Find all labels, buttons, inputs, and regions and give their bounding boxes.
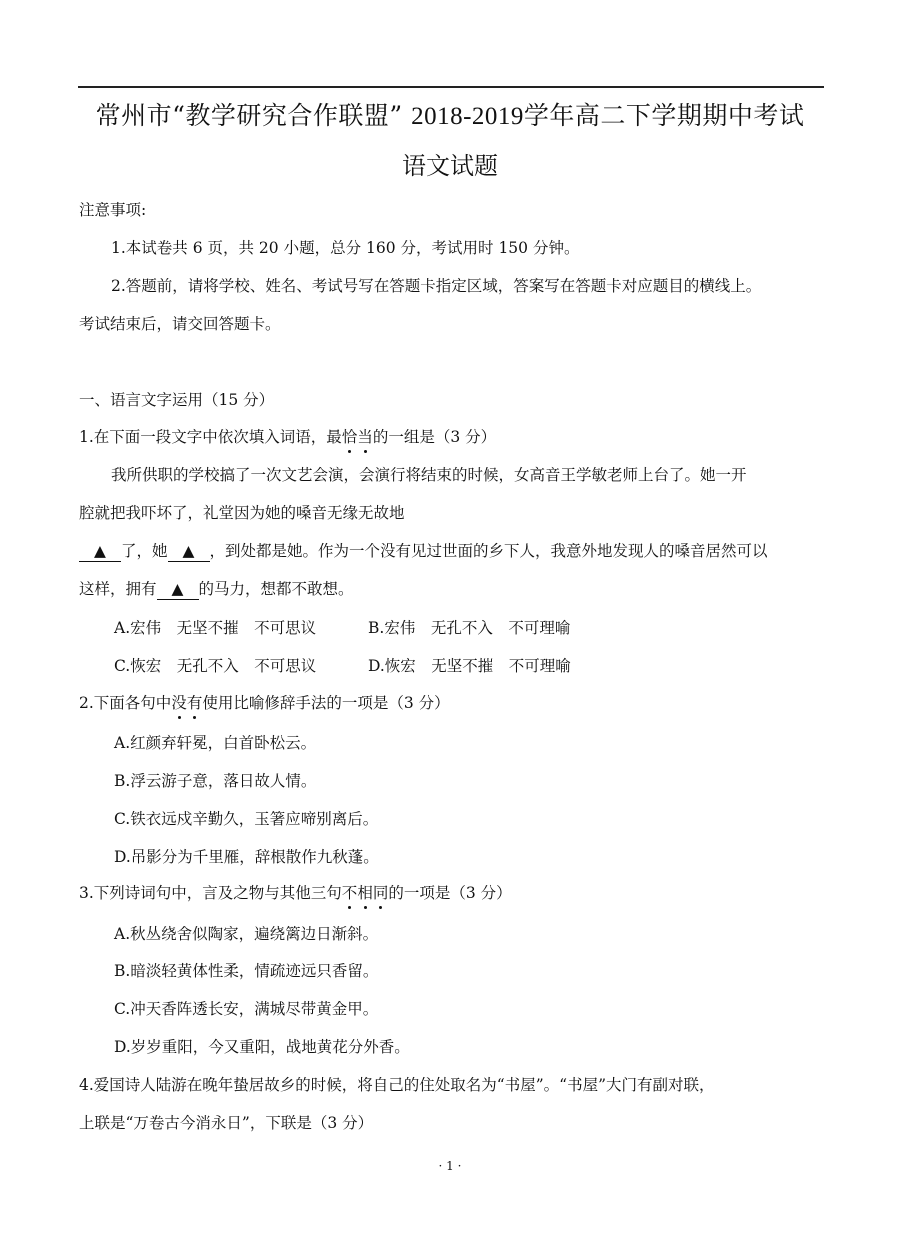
title-suffix: 学年高二下学期期中考试 — [523, 101, 805, 130]
emphasis-dot-char: 没 — [171, 690, 187, 716]
q1-passage-line-4 — [79, 576, 354, 602]
q3-stem-before: 3.下列诗词句中，言及之物与其他三句 — [79, 884, 342, 902]
emphasis-dot-char: 同 — [373, 880, 389, 906]
q2-option-a: A.红颜弃轩冕，白首卧松云。 — [114, 734, 317, 752]
question-4-line-2: 上联是“万卷古今消永日”，下联是（3 分） — [79, 1114, 374, 1132]
notice-item-2: 2.答题前，请将学校、姓名、考试号写在答题卡指定区域，答案写在答题卡对应题目的横线上。 — [111, 277, 762, 295]
q3-stem-after: 的一项是（3 分） — [388, 884, 512, 902]
emphasis-dot-char: 不 — [342, 880, 358, 906]
question-2-stem — [79, 690, 450, 716]
question-3-stem — [79, 880, 512, 906]
q3-option-c: C.冲天香阵透长安，满城尽带黄金甲。 — [114, 1000, 379, 1018]
q1-option-b: B.宏伟 无孔不入 不可理喻 — [368, 619, 571, 637]
q3-option-d: D.岁岁重阳，今又重阳，战地黄花分外香。 — [114, 1038, 410, 1056]
q1-options-row-1 — [114, 615, 570, 641]
notice-item-2-continued: 考试结束后，请交回答题卡。 — [79, 315, 281, 333]
section-1-heading: 一、语言文字运用（15 分） — [79, 391, 275, 409]
answer-blank: ▲ — [79, 541, 121, 562]
header-rule — [78, 86, 824, 88]
q2-option-c: C.铁衣远戍辛勤久，玉箸应啼别离后。 — [114, 810, 379, 828]
page-number: · 1 · — [438, 1159, 462, 1173]
exam-subtitle: 语文试题 — [402, 152, 498, 180]
exam-title — [0, 96, 900, 137]
q1-line3-text-b: ，到处都是她。作为一个没有见过世面的乡下人，我意外地发现人的嗓音居然可以 — [209, 542, 768, 560]
q1-passage-line-3 — [79, 538, 768, 564]
q2-stem-after: 使用比喻修辞手法的一项是（3 分） — [202, 694, 450, 712]
title-years: 2018-2019 — [411, 103, 524, 130]
answer-blank: ▲ — [168, 541, 210, 562]
q2-option-b: B.浮云游子意，落日故人情。 — [114, 772, 317, 790]
emphasis-dot-char: 当 — [357, 424, 373, 450]
q1-option-c: C.恢宏 无孔不入 不可思议 — [114, 657, 317, 675]
q3-option-b: B.暗淡轻黄体性柔，情疏迹远只香留。 — [114, 962, 379, 980]
q3-option-a: A.秋丛绕舍似陶家，遍绕篱边日渐斜。 — [114, 925, 379, 943]
q1-options-row-2 — [114, 653, 571, 679]
emphasis-dot-char: 有 — [187, 690, 203, 716]
q1-stem-before: 1.在下面一段文字中依次填入词语，最 — [79, 428, 342, 446]
emphasis-dot-char: 相 — [357, 880, 373, 906]
answer-blank: ▲ — [157, 579, 199, 600]
q1-option-d: D.恢宏 无坚不摧 不可理喻 — [368, 657, 571, 675]
q1-passage-line-2: 腔就把我吓坏了，礼堂因为她的嗓音无缘无故地 — [79, 504, 405, 522]
q1-line4-text-a: 这样，拥有 — [79, 580, 157, 598]
question-4-line-1: 4.爱国诗人陆游在晚年蛰居故乡的时候，将自己的住处取名为“书屋”。“书屋”大门有副对联， — [79, 1076, 715, 1094]
q1-line3-text-a: 了，她 — [121, 542, 168, 560]
q1-stem-after: 的一组是（3 分） — [372, 428, 497, 446]
title-prefix: 常州市“教学研究合作联盟” — [95, 101, 403, 130]
emphasis-dot-char: 恰 — [342, 424, 358, 450]
q1-line4-text-b: 的马力，想都不敢想。 — [198, 580, 354, 598]
q1-option-a: A.宏伟 无坚不摧 不可思议 — [114, 619, 317, 637]
q2-stem-before: 2.下面各句中 — [79, 694, 172, 712]
question-1-stem — [79, 424, 496, 450]
q2-option-d: D.吊影分为千里雁，辞根散作九秋蓬。 — [114, 848, 379, 866]
notice-item-1: 1.本试卷共 6 页，共 20 小题，总分 160 分，考试用时 150 分钟。 — [111, 239, 580, 257]
notice-heading: 注意事项: — [79, 201, 147, 219]
q1-passage-line-1: 我所供职的学校搞了一次文艺会演，会演行将结束的时候，女高音王学敏老师上台了。她一开 — [111, 466, 747, 484]
